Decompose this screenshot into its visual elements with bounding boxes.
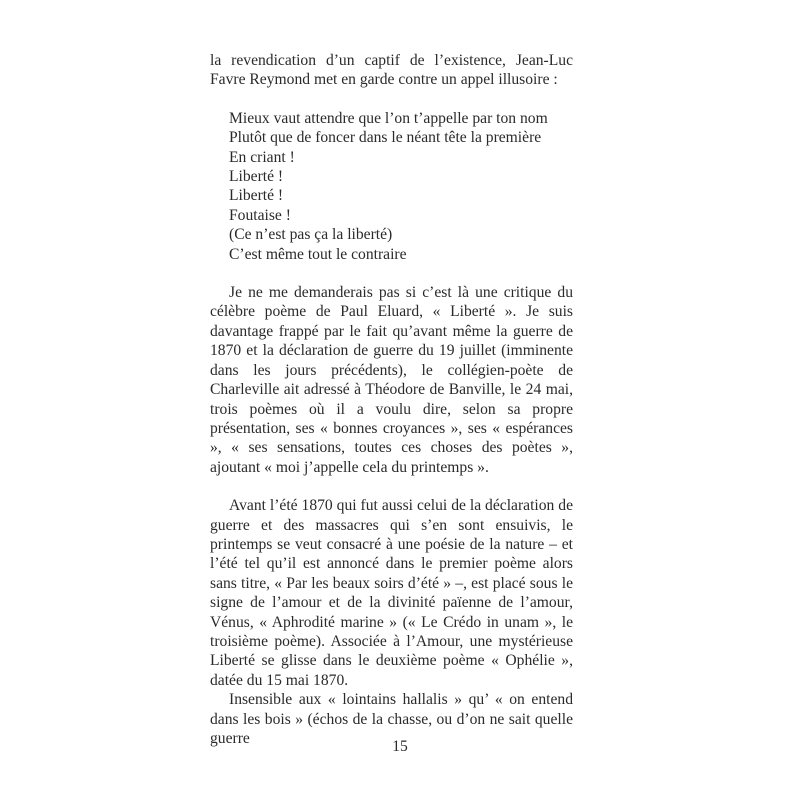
body-paragraph: Insensible aux « lointains hallalis » qu’ « on entend dans les bois » (échos de la chasse, ou d’on ne sait quelle guerre [210,691,573,747]
body-paragraph: Avant l’été 1870 qui fut aussi celui de la déclaration de guerre et des massacres qui s’en sont ensuivis, le printemps se veut consacré à une poésie de la nature – et l’été tel qu’il est annoncé dans le premier poème alors sans titre, « Par les beaux soirs d’été » –, est placé sous le signe de l’amour et de la divinité païenne de l’amour, Vénus, « Aphrodité marine » (« Le Crédo in unam », le troisième poème). Associée à l’Amour, une mystérieuse Liberté se glisse dans le deuxième poème « Ophélie », datée du 15 mai 1870. [210,497,573,689]
verse-line: Plutôt que de foncer dans le néant tête la première [229,129,542,147]
verse-line: C’est même tout le contraire [229,245,407,263]
verse-line: En criant ! [229,148,295,166]
verse-line: Liberté ! [229,187,284,205]
verse-line: Liberté ! [229,168,284,186]
spacer [210,90,573,109]
verse-line: Mieux vaut attendre que l’on t’appelle par ton nom [229,109,548,127]
body-paragraph: Je ne me demanderais pas si c’est là une critique du célèbre poème de Paul Eluard, « Liberté ». Je suis davantage frappé par le fait qu’avant même la guerre de 1870 et la déclaration de guerre du 19 juillet (imminente dans les jours précédents), le collégien-poète de Charleville ait adressé à Théodore de Banville, le 24 mai, trois poèmes où il a voulu dire, selon sa propre présentation, ses « bonnes croyances », ses « espérances », « ses sensations, toutes ces choses des poètes », ajoutant « moi j’appelle cela du printemps ». [210,284,573,476]
verse-quote [210,109,573,264]
verse-line: Foutaise ! [229,206,291,224]
page-number: 15 [392,738,408,755]
page-body [210,51,573,748]
spacer [210,264,573,283]
spacer [210,477,573,496]
intro-paragraph: la revendication d’un captif de l’existence, Jean-Luc Favre Reymond met en garde contre un appel illusoire : [210,52,573,89]
verse-line: (Ce n’est pas ça la liberté) [229,226,393,244]
